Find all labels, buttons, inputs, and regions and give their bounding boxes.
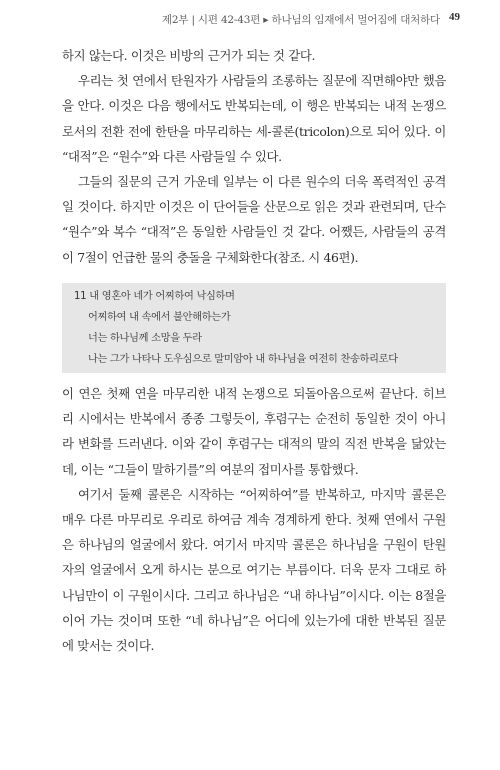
running-header [0, 8, 500, 30]
running-head-text: 제2부 | 시편 42-43편 ▸ 하나님의 임재에서 멀어짐에 대처하다 [161, 14, 440, 26]
body-text-lower [62, 381, 446, 658]
paragraph-1: 하지 않는다. 이것은 비방의 근거가 되는 것 같다. [62, 48, 316, 63]
paragraph-4: 이 연은 첫째 연을 마무리한 내적 논쟁으로 되돌아옴으로써 끝난다. 히브리 시에서는 반복에서 종종 그렇듯이, 후렴구는 순전히 동일한 것이 아니라 변화를 드러낸다. 이와 같이 후렴구는 대적의 말의 직전 반복을 닮았는데, 이는 “그들이 말하기를”의 여분의 접미사를 통합했다. [62, 386, 446, 477]
quote-line-4: 나는 그가 나타나 도우심으로 말미암아 내 하나님을 여전히 찬송하리로다 [88, 354, 398, 365]
paragraph-2: 우리는 첫 연에서 탄원자가 사람들의 조롱하는 질문에 직면해야만 했음을 안다. 이것은 다음 행에서도 반복되는데, 이 행은 반복되는 내적 논쟁으로서의 전환 전에 한탄을 마무리하는 세-콜론(tricolon)으로 되어 있다. 이 “대적”은 “원수”와 다른 사람들일 수 있다. [62, 73, 446, 164]
page-number: 49 [449, 11, 460, 23]
paragraph-5: 여기서 둘째 콜론은 시작하는 “어찌하여”를 반복하고, 마지막 콜론은 매우 다른 마무리로 우리로 하여금 계속 경계하게 한다. 첫째 연에서 구원은 하나님의 얼굴에서 왔다. 여기서 마지막 콜론은 하나님을 구원이 탄원자의 얼굴에서 오게 하시는 분으로 여기는 부름이다. 더욱 문자 그대로 하나님만이 이 구원이시다. 그리고 하나님은 “내 하나님”이시다. 이는 8절을 이어 가는 것이며 또한 “네 하나님”은 어디에 있는가에 대한 반복된 질문에 맞서는 것이다. [62, 486, 446, 654]
scripture-quote-box [62, 283, 446, 373]
quote-line-1: 11 내 영혼아 네가 어찌하여 낙심하며 [74, 291, 235, 302]
body-text-upper [62, 43, 446, 270]
quote-line-2: 어찌하여 내 속에서 불안해하는가 [88, 312, 231, 323]
quote-line-3: 너는 하나님께 소망을 두라 [88, 333, 202, 344]
paragraph-3: 그들의 질문의 근거 가운데 일부는 이 다른 원수의 더욱 폭력적인 공격일 것이다. 하지만 이것은 이 단어들을 산문으로 읽은 것과 관련되며, 단수 “원수”와 복수 “대적”은 동일한 사람들인 것 같다. 어쨌든, 사람들의 공격이 7절이 언급한 물의 충돌을 구체화한다(참조. 시 46편). [62, 174, 446, 265]
